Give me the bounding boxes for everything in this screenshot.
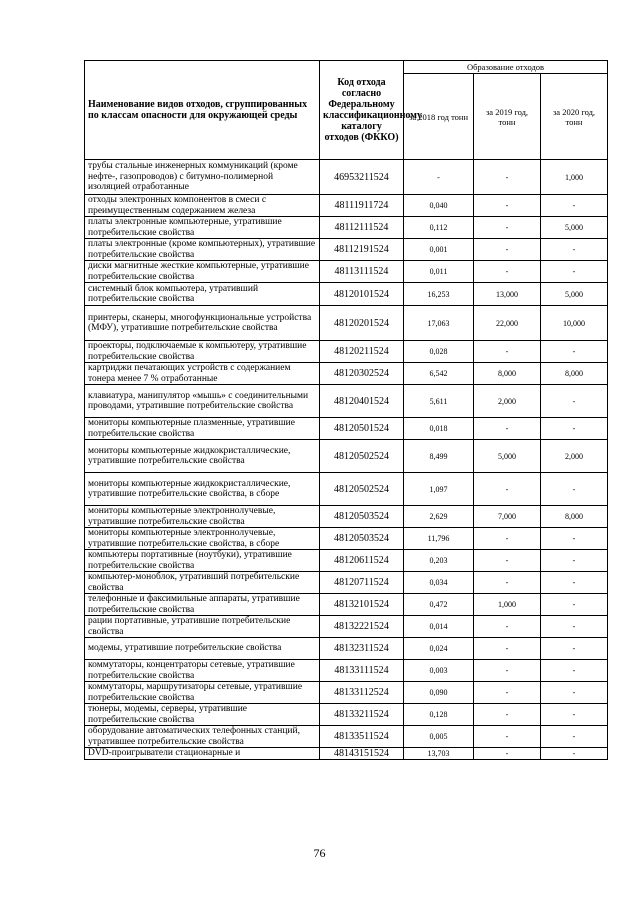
table-row <box>85 195 608 217</box>
year-2018-cell: 0,128 <box>404 704 474 726</box>
waste-name-cell: диски магнитные жесткие компьютерные, утратившие потребительские свойства <box>85 261 320 283</box>
table-row <box>85 550 608 572</box>
waste-name-cell: компьютер-моноблок, утративший потребительские свойства <box>85 572 320 594</box>
fkko-code-cell: 46953211524 <box>320 160 404 195</box>
year-2020-cell: 8,000 <box>541 363 608 385</box>
fkko-code-cell: 48120211524 <box>320 341 404 363</box>
fkko-code-cell: 48111911724 <box>320 195 404 217</box>
header-fkko-code: Код отхода согласно Федеральному классификационному каталогу отходов (ФККО) <box>320 61 404 160</box>
year-2018-cell: - <box>404 160 474 195</box>
year-2020-cell: 5,000 <box>541 217 608 239</box>
year-2018-cell: 0,014 <box>404 616 474 638</box>
year-2018-cell: 0,112 <box>404 217 474 239</box>
table-row <box>85 418 608 440</box>
year-2019-cell: - <box>474 726 541 748</box>
year-2020-cell: 2,000 <box>541 440 608 473</box>
table-row <box>85 363 608 385</box>
fkko-code-cell: 48120502524 <box>320 440 404 473</box>
waste-name-cell: DVD-проигрыватели стационарные и <box>85 748 320 760</box>
fkko-code-cell: 48120503524 <box>320 506 404 528</box>
year-2018-cell: 2,629 <box>404 506 474 528</box>
waste-name-cell: картриджи печатающих устройств с содержанием тонера менее 7 % отработанные <box>85 363 320 385</box>
fkko-code-cell: 48133112524 <box>320 682 404 704</box>
year-2019-cell: - <box>474 550 541 572</box>
waste-name-cell: коммутаторы, маршрутизаторы сетевые, утратившие потребительские свойства <box>85 682 320 704</box>
year-2018-cell: 0,001 <box>404 239 474 261</box>
table-row <box>85 385 608 418</box>
year-2018-cell: 0,018 <box>404 418 474 440</box>
year-2019-cell: 7,000 <box>474 506 541 528</box>
year-2020-cell: - <box>541 550 608 572</box>
waste-name-cell: платы электронные (кроме компьютерных), утратившие потребительские свойства <box>85 239 320 261</box>
page-number: 76 <box>313 846 326 860</box>
fkko-code-cell: 48112111524 <box>320 217 404 239</box>
waste-name-cell: модемы, утратившие потребительские свойства <box>85 638 320 660</box>
year-2018-cell: 0,040 <box>404 195 474 217</box>
year-2018-cell: 0,203 <box>404 550 474 572</box>
year-2019-cell: - <box>474 704 541 726</box>
table-row <box>85 572 608 594</box>
waste-name-cell: мониторы компьютерные электроннолучевые, утратившие потребительские свойства, в сборе <box>85 528 320 550</box>
table-row <box>85 440 608 473</box>
year-2020-cell: 1,000 <box>541 160 608 195</box>
header-year-2019: за 2019 год, тонн <box>474 74 541 160</box>
year-2019-cell: 22,000 <box>474 306 541 341</box>
fkko-code-cell: 48120201524 <box>320 306 404 341</box>
year-2019-cell: - <box>474 682 541 704</box>
fkko-code-cell: 48132101524 <box>320 594 404 616</box>
year-2019-cell: 2,000 <box>474 385 541 418</box>
fkko-code-cell: 48120502524 <box>320 473 404 506</box>
table-row <box>85 660 608 682</box>
year-2018-cell: 0,472 <box>404 594 474 616</box>
year-2020-cell: 5,000 <box>541 283 608 306</box>
waste-name-cell: принтеры, сканеры, многофункциональные устройства (МФУ), утратившие потребительские свойства <box>85 306 320 341</box>
table-row <box>85 594 608 616</box>
table-row <box>85 506 608 528</box>
waste-name-cell: рации портативные, утратившие потребительские свойства <box>85 616 320 638</box>
year-2018-cell: 0,028 <box>404 341 474 363</box>
year-2019-cell: - <box>474 473 541 506</box>
table-row <box>85 638 608 660</box>
year-2020-cell: - <box>541 528 608 550</box>
year-2018-cell: 0,034 <box>404 572 474 594</box>
table-row <box>85 160 608 195</box>
year-2019-cell: - <box>474 638 541 660</box>
waste-name-cell: тюнеры, модемы, серверы, утратившие потребительские свойства <box>85 704 320 726</box>
year-2020-cell: - <box>541 682 608 704</box>
year-2020-cell: 10,000 <box>541 306 608 341</box>
year-2020-cell: - <box>541 726 608 748</box>
year-2020-cell: - <box>541 239 608 261</box>
fkko-code-cell: 48120611524 <box>320 550 404 572</box>
table-row <box>85 261 608 283</box>
waste-name-cell: мониторы компьютерные жидкокристаллические, утратившие потребительские свойства <box>85 440 320 473</box>
year-2019-cell: - <box>474 418 541 440</box>
waste-name-cell: проекторы, подключаемые к компьютеру, утратившие потребительские свойства <box>85 341 320 363</box>
year-2018-cell: 0,090 <box>404 682 474 704</box>
year-2019-cell: - <box>474 217 541 239</box>
year-2020-cell: - <box>541 704 608 726</box>
waste-name-cell: платы электронные компьютерные, утратившие потребительские свойства <box>85 217 320 239</box>
table-row <box>85 341 608 363</box>
year-2019-cell: - <box>474 660 541 682</box>
year-2019-cell: - <box>474 160 541 195</box>
fkko-code-cell: 48133111524 <box>320 660 404 682</box>
year-2020-cell: 8,000 <box>541 506 608 528</box>
year-2019-cell: - <box>474 748 541 760</box>
year-2019-cell: - <box>474 239 541 261</box>
fkko-code-cell: 48133511524 <box>320 726 404 748</box>
waste-name-cell: клавиатура, манипулятор «мышь» с соединительными проводами, утратившие потребительские свойства <box>85 385 320 418</box>
header-waste-name: Наименование видов отходов, сгруппированных по классам опасности для окружающей среды <box>85 61 320 160</box>
year-2019-cell: - <box>474 616 541 638</box>
table-row <box>85 726 608 748</box>
year-2018-cell: 13,703 <box>404 748 474 760</box>
year-2020-cell: - <box>541 660 608 682</box>
year-2019-cell: 5,000 <box>474 440 541 473</box>
year-2020-cell: - <box>541 341 608 363</box>
year-2019-cell: - <box>474 528 541 550</box>
fkko-code-cell: 48120711524 <box>320 572 404 594</box>
year-2019-cell: 8,000 <box>474 363 541 385</box>
fkko-code-cell: 48120101524 <box>320 283 404 306</box>
table-row <box>85 217 608 239</box>
table-row <box>85 616 608 638</box>
year-2020-cell: - <box>541 195 608 217</box>
year-2020-cell: - <box>541 594 608 616</box>
fkko-code-cell: 48120302524 <box>320 363 404 385</box>
fkko-code-cell: 48113111524 <box>320 261 404 283</box>
table-body <box>85 160 608 760</box>
year-2019-cell: - <box>474 572 541 594</box>
fkko-code-cell: 48132311524 <box>320 638 404 660</box>
fkko-code-cell: 48132221524 <box>320 616 404 638</box>
table-row <box>85 473 608 506</box>
year-2018-cell: 11,796 <box>404 528 474 550</box>
year-2020-cell: - <box>541 261 608 283</box>
year-2020-cell: - <box>541 748 608 760</box>
fkko-code-cell: 48112191524 <box>320 239 404 261</box>
waste-name-cell: системный блок компьютера, утративший потребительские свойства <box>85 283 320 306</box>
fkko-code-cell: 48133211524 <box>320 704 404 726</box>
table-row <box>85 748 608 760</box>
fkko-code-cell: 48120501524 <box>320 418 404 440</box>
year-2019-cell: - <box>474 261 541 283</box>
waste-name-cell: коммутаторы, концентраторы сетевые, утратившие потребительские свойства <box>85 660 320 682</box>
table-row <box>85 239 608 261</box>
year-2018-cell: 0,003 <box>404 660 474 682</box>
year-2020-cell: - <box>541 385 608 418</box>
year-2020-cell: - <box>541 572 608 594</box>
year-2018-cell: 1,097 <box>404 473 474 506</box>
waste-name-cell: мониторы компьютерные плазменные, утратившие потребительские свойства <box>85 418 320 440</box>
year-2020-cell: - <box>541 616 608 638</box>
waste-name-cell: мониторы компьютерные электроннолучевые, утратившие потребительские свойства <box>85 506 320 528</box>
waste-name-cell: мониторы компьютерные жидкокристаллические, утратившие потребительские свойства, в сборе <box>85 473 320 506</box>
header-year-2018: за 2018 год тонн <box>404 74 474 160</box>
year-2020-cell: - <box>541 418 608 440</box>
year-2019-cell: - <box>474 195 541 217</box>
year-2019-cell: 1,000 <box>474 594 541 616</box>
year-2018-cell: 17,063 <box>404 306 474 341</box>
waste-table <box>84 60 608 760</box>
waste-name-cell: оборудование автоматических телефонных станций, утратившее потребительские свойства <box>85 726 320 748</box>
year-2018-cell: 16,253 <box>404 283 474 306</box>
year-2018-cell: 5,611 <box>404 385 474 418</box>
fkko-code-cell: 48120401524 <box>320 385 404 418</box>
year-2018-cell: 0,005 <box>404 726 474 748</box>
year-2018-cell: 6,542 <box>404 363 474 385</box>
table-row <box>85 682 608 704</box>
table-row <box>85 283 608 306</box>
table-row <box>85 528 608 550</box>
waste-name-cell: отходы электронных компонентов в смеси с преимущественным содержанием железа <box>85 195 320 217</box>
year-2018-cell: 0,011 <box>404 261 474 283</box>
waste-name-cell: трубы стальные инженерных коммуникаций (кроме нефте-, газопроводов) с битумно-полимерной изоляцией отработанные <box>85 160 320 195</box>
waste-name-cell: телефонные и факсимильные аппараты, утратившие потребительские свойства <box>85 594 320 616</box>
year-2018-cell: 8,499 <box>404 440 474 473</box>
waste-name-cell: компьютеры портативные (ноутбуки), утратившие потребительские свойства <box>85 550 320 572</box>
year-2019-cell: - <box>474 341 541 363</box>
year-2018-cell: 0,024 <box>404 638 474 660</box>
year-2020-cell: - <box>541 473 608 506</box>
header-year-2020: за 2020 год, тонн <box>541 74 608 160</box>
table-row <box>85 306 608 341</box>
year-2019-cell: 13,000 <box>474 283 541 306</box>
year-2020-cell: - <box>541 638 608 660</box>
header-waste-generation: Образование отходов <box>404 61 608 74</box>
fkko-code-cell: 48120503524 <box>320 528 404 550</box>
fkko-code-cell: 48143151524 <box>320 748 404 760</box>
table-row <box>85 704 608 726</box>
